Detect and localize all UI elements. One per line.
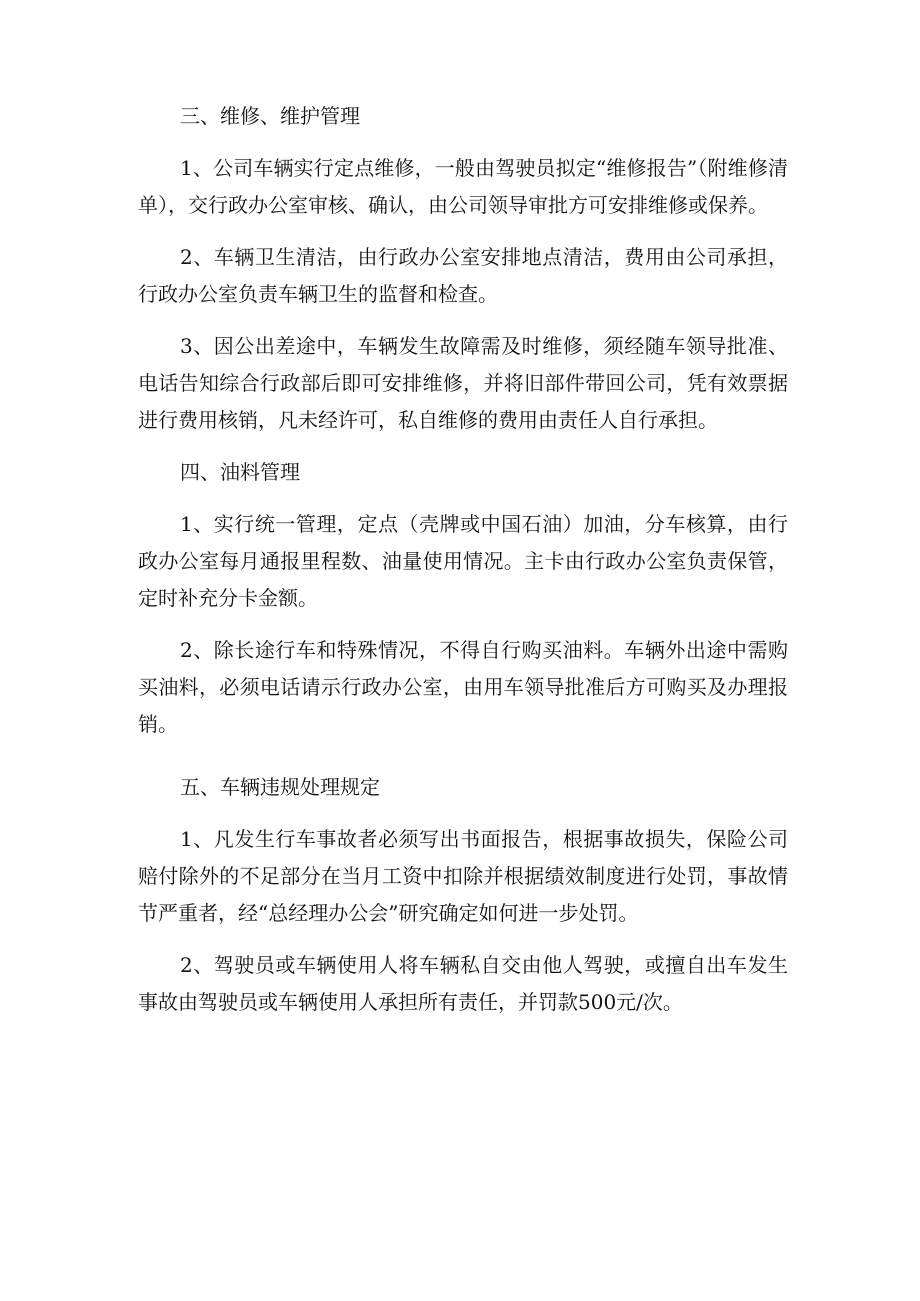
- paragraph: 3、因公出差途中，车辆发生故障需及时维修，须经随车领导批准、电话告知综合行政部后即可安排维修，并将旧部件带回公司，凭有效票据进行费用核销，凡未经许可，私自维修的费用由责任人自行承担。: [138, 334, 788, 432]
- paragraph: 1、凡发生行车事故者必须写出书面报告，根据事故损失，保险公司赔付除外的不足部分在当月工资中扣除并根据绩效制度进行处罚，事故情节严重者，经“总经理办公会”研究确定如何进一步处罚。: [138, 827, 788, 925]
- section-heading-maintenance: 三、维修、维护管理: [180, 104, 360, 128]
- section-heading-fuel: 四、油料管理: [180, 460, 300, 484]
- paragraph: 1、公司车辆实行定点维修，一般由驾驶员拟定“维修报告”（附维修清单），交行政办公室审核、确认，由公司领导审批方可安排维修或保养。: [138, 156, 788, 217]
- paragraph: 1、实行统一管理，定点（壳牌或中国石油）加油，分车核算，由行政办公室每月通报里程数、油量使用情况。主卡由行政办公室负责保管，定时补充分卡金额。: [138, 512, 788, 610]
- paragraph: 2、除长途行车和特殊情况，不得自行购买油料。车辆外出途中需购买油料，必须电话请示行政办公室，由用车领导批准后方可购买及办理报销。: [138, 638, 788, 736]
- paragraph: 2、驾驶员或车辆使用人将车辆私自交由他人驾驶，或擅自出车发生事故由驾驶员或车辆使用人承担所有责任，并罚款500元/次。: [138, 953, 788, 1014]
- section-heading-violations: 五、车辆违规处理规定: [180, 775, 380, 799]
- document-body: [138, 98, 788, 1021]
- paragraph: 2、车辆卫生清洁，由行政办公室安排地点清洁，费用由公司承担，行政办公室负责车辆卫生的监督和检查。: [138, 245, 788, 306]
